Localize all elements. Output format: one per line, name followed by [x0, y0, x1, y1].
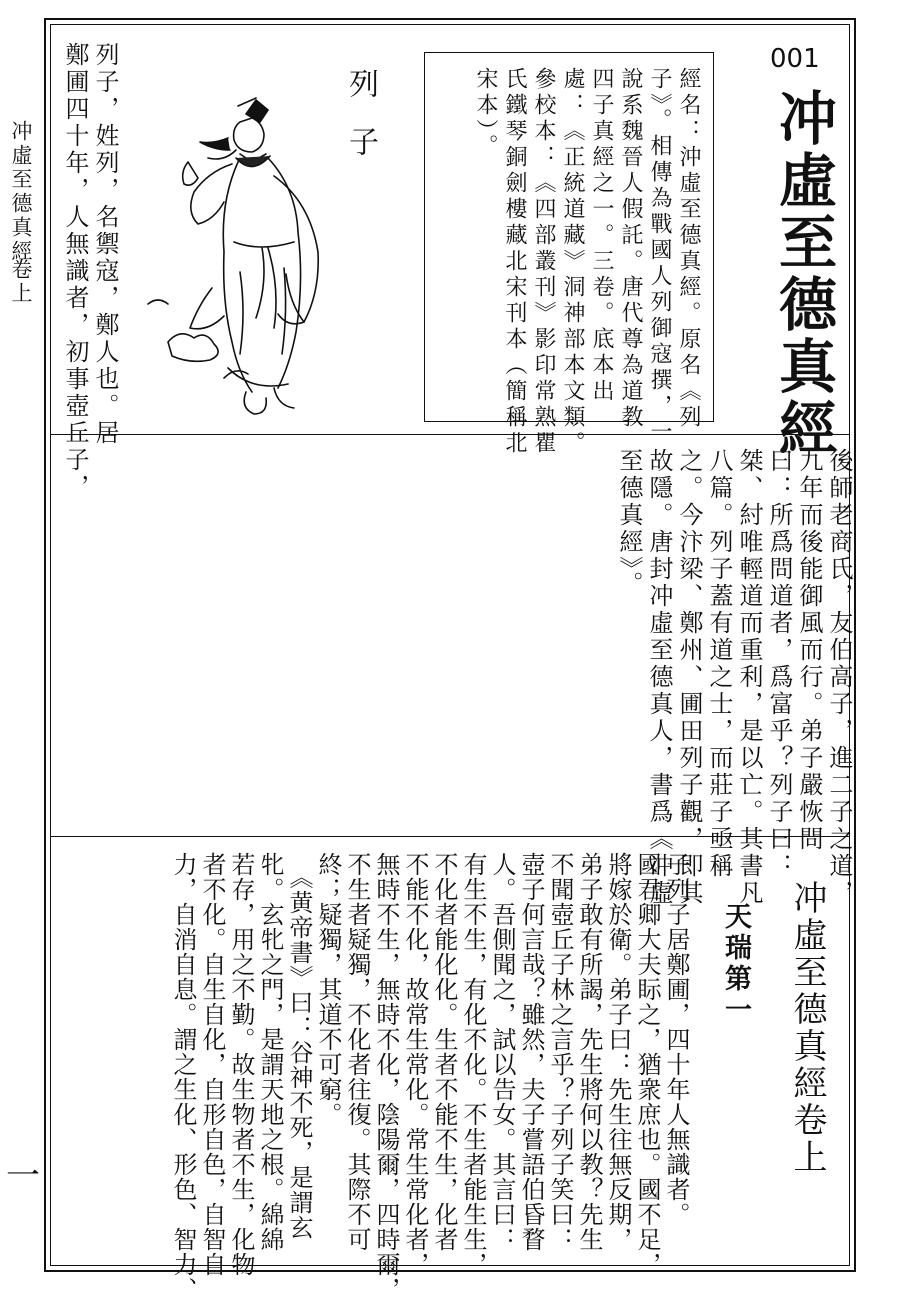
chapter-title: 天瑞第一	[720, 902, 751, 1026]
entry-title: 冲虛至德真經	[769, 88, 837, 460]
biography-middle: 後師老商氏，友伯高子，進二子之道， 九年而後能御風而行。弟子嚴恢問 曰：所爲問道者，爲富乎？列子曰： 桀、紂唯輕道而重利，是以亡。其書凡 八篇。列子蓋有道之士，而莊子亟稱 之。今汴梁、鄭州、圃田列子觀，即其 故隱。唐封冲虛至德真人，書爲《冲虛 至德真經》。	[615, 448, 853, 907]
biography-upper: 列子，姓列，名禦寇，鄭人也。居 鄭圃四十年，人無識者，初事壺丘子，	[61, 42, 119, 501]
info-box	[424, 52, 714, 457]
main-text: 子列子居鄭圃，四十年人無識者。 國君卿大夫眎之，猶衆庶也。國不足， 將嫁於衛。弟子曰：先生往無反期， 弟子敢有所謁，先生將何以教？先生 不聞壺丘子林之言乎？子列子笑曰： 壺子何言哉？雖然，夫子嘗語伯昏瞀 人。吾側聞之，試以告女。其言曰： 有生不生，有化不化。不生者能生生， 不化者能化化。生者不能不生，化者 不能不化，故常生常化。常生常化者， 無時不生，無時不化，陰陽爾，四時爾， 不生者疑獨，不化者往復。其際不可 終；疑獨，其道不可窮。 《黄帝書》曰：谷神不死，是謂玄 牝。玄牝之門，是謂天地之根。綿綿 若存，用之不勤。故生物者不生，化物 者不化。自生自化，自形自色，自智自 力，自消自息。謂之生化、形色、智力、	[169, 852, 690, 1302]
info-box-text: 經名：沖虛至德真經。原名《列 子》。相傳為戰國人列御寇撰，一 說系魏晉人假託。唐代尊為道教 四子真經之一。三卷。底本出 處：《正統道藏》洞神部本文類。 參校本：《四部叢刊》影印常熟瞿 氏鐵琴銅劍樓藏北宋刊本（簡稱北 宋本）。	[473, 67, 701, 457]
running-header-chapter: 卷上	[9, 258, 33, 306]
page-number: 一	[6, 1156, 40, 1196]
divider-upper	[50, 434, 850, 435]
portrait-caption: 列子	[343, 68, 378, 184]
scroll-title: 冲虛至德真經卷上	[787, 880, 827, 1176]
running-header-title: 冲虛至德真經	[9, 120, 33, 264]
entry-number: 001	[770, 44, 820, 74]
liezi-portrait-illustration	[128, 92, 328, 422]
